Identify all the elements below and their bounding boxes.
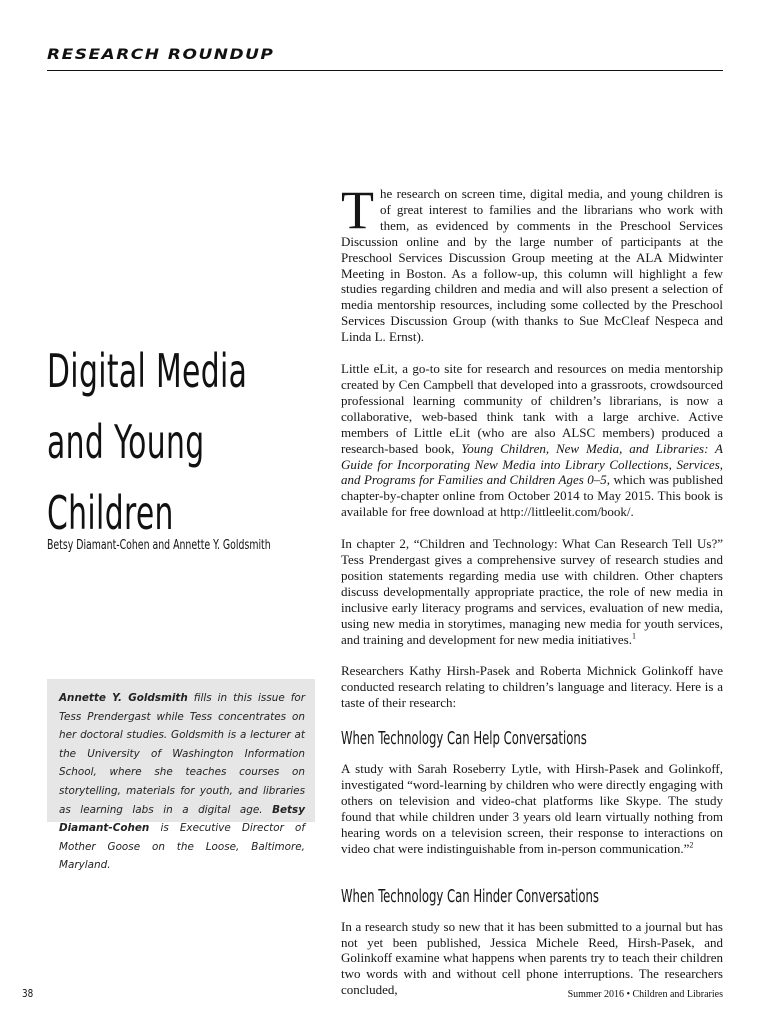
paragraph-text: , which was published chapter-by-chapter online from October 2014 to May 2015. This book is available for free download at http://littleelit.com/book/. <box>341 472 723 520</box>
author-bio-box <box>47 679 315 872</box>
paragraph-text: In chapter 2, “Children and Technology: What Can Research Tell Us?” Tess Prendergast gives a comprehensive survey of research studies and position statements regarding media use with children. Other chapters discuss developmentally appropriate practice, the role of new media in inclusive early literacy programs and services, evaluation of new media, using new media in storytimes, managing new media for youth services, and training and development for new media initiatives. <box>341 536 723 647</box>
issue-footer: Summer 2016 • Children and Libraries <box>567 989 723 1000</box>
drop-cap: T <box>341 180 374 240</box>
subheading: When Technology Can Hinder Conversations <box>341 885 600 907</box>
subheading: When Technology Can Help Conversations <box>341 728 587 750</box>
paragraph-text: A study with Sarah Roseberry Lytle, with Hirsh-Pasek and Golinkoff, investigated “word-learning by children who were directly engaging with others on television and video-chat platforms like Skype. The study found that while children under 3 years old learn virtually nothing from hearing words on a television screen, their response to interactions on video chat were indistinguishable from in-person communication.” <box>341 761 723 856</box>
bio-name: Annette Y. Goldsmith <box>59 692 188 704</box>
title-line: Children <box>47 486 174 540</box>
title-line: and Young <box>47 415 205 469</box>
paragraph-text: Researchers Kathy Hirsh-Pasek and Roberta Michnick Golinkoff have conducted research relating to children’s language and literacy. Here is a taste of their research: <box>341 663 723 711</box>
footnote-ref: 2 <box>689 840 694 850</box>
book-title: Young Children, New Media, and Libraries: A Guide for Incorporating New Media into Library Collections, Services, and Programs for Families and Children Ages 0–5 <box>341 440 723 488</box>
paragraph-text: he research on screen time, digital media, and young children is of great interest to families and the librarians who work with them, as evidenced by comments in the Preschool Services Discussion online and by the large number of participants at the Preschool Services Discussion Group meeting at the ALA Midwinter Meeting in Boston. As a follow-up, this column will highlight a few studies regarding children and media and will also present a selection of media mentorship resources, including some collected by the Preschool Services Discussion Group (with thanks to Sue McCleaf Nespeca and Linda L. Ernst). <box>341 186 723 345</box>
article-authors: Betsy Diamant-Cohen and Annette Y. Goldsmith <box>47 538 271 553</box>
bio-name: Betsy Diamant-Cohen <box>59 803 305 835</box>
paragraph <box>341 761 723 856</box>
section-title: RESEARCH ROUNDUP <box>47 46 275 63</box>
paragraph <box>341 919 723 999</box>
article-body <box>341 180 723 1014</box>
paragraph <box>341 180 723 345</box>
paragraph <box>341 361 723 520</box>
paragraph <box>341 663 723 711</box>
paragraph <box>341 536 723 647</box>
paragraph-text: Little eLit, a go-to site for research and resources on media mentorship created by Cen Campbell that developed into a grassroots, crowdsourced professional learning community of children’s librarians, is now a collaborative, web-based think tank with a large archive. Active members of Little eLit (who are also ALSC members) produced a research-based book, <box>341 361 723 456</box>
bio-text: is Executive Director of Mother Goose on the Loose, Baltimore, Maryland. <box>59 822 305 872</box>
title-line: Digital Media <box>47 344 248 398</box>
paragraph-text: In a research study so new that it has been submitted to a journal but has not yet been published, Jessica Michele Reed, Hirsh-Pasek, and Golinkoff examine what happens when parents try to teach their children two words with and without cell phone interruptions. The researchers concluded, <box>341 918 723 998</box>
page-number: 38 <box>22 987 34 1000</box>
bio-text: fills in this issue for Tess Prendergast while Tess concentrates on her doctoral studies. Goldsmith is a lecturer at the University of Washington Information School, where she teaches courses on storytelling, materials for youth, and libraries as learning labs in a digital age. <box>59 692 305 816</box>
section-header <box>47 46 723 71</box>
article-title <box>47 336 306 549</box>
footnote-ref: 1 <box>631 631 636 641</box>
